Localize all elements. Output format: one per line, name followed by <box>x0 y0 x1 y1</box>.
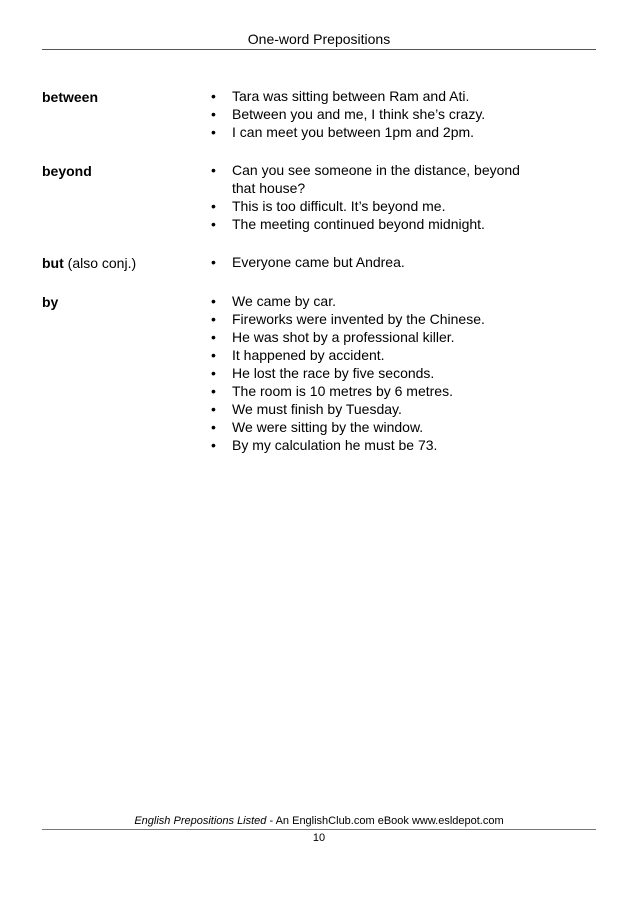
example-item <box>205 364 545 382</box>
bullet-icon: • <box>211 383 216 399</box>
example-text: Everyone came but Andrea. <box>232 254 405 270</box>
example-item <box>205 310 545 328</box>
footer-divider <box>42 829 596 830</box>
page-header-title: One-word Prepositions <box>247 31 391 47</box>
term-note: (also conj.) <box>67 255 137 271</box>
entry-term <box>42 253 205 272</box>
example-item <box>205 292 545 310</box>
bullet-icon: • <box>211 88 216 104</box>
example-text: Can you see someone in the distance, beyond that house? <box>232 162 520 196</box>
entry-between <box>42 87 602 141</box>
bullet-icon: • <box>211 162 216 178</box>
example-item <box>205 328 545 346</box>
example-item <box>205 346 545 364</box>
term-word: between <box>42 89 99 105</box>
bullet-icon: • <box>211 311 216 327</box>
entry-term <box>42 87 205 141</box>
entry-beyond <box>42 161 602 233</box>
bullet-icon: • <box>211 401 216 417</box>
example-text: By my calculation he must be 73. <box>232 437 438 453</box>
bullet-icon: • <box>211 254 216 270</box>
bullet-icon: • <box>211 106 216 122</box>
example-item <box>205 105 545 123</box>
example-text: Tara was sitting between Ram and Ati. <box>232 88 470 104</box>
example-list <box>205 292 545 454</box>
example-text: The room is 10 metres by 6 metres. <box>232 383 453 399</box>
example-text: The meeting continued beyond midnight. <box>232 216 485 232</box>
example-list <box>205 253 545 272</box>
entry-but <box>42 253 602 272</box>
term-word: by <box>42 294 59 310</box>
example-item <box>205 161 545 197</box>
example-item <box>205 436 545 454</box>
bullet-icon: • <box>211 124 216 140</box>
footer-book-title: English Prepositions Listed <box>134 815 267 827</box>
example-item <box>205 253 545 271</box>
example-list <box>205 87 545 141</box>
header-divider <box>42 49 596 50</box>
bullet-icon: • <box>211 329 216 345</box>
bullet-icon: • <box>211 198 216 214</box>
example-text: I can meet you between 1pm and 2pm. <box>232 124 475 140</box>
example-text: He lost the race by five seconds. <box>232 365 435 381</box>
page-number: 10 <box>312 832 326 844</box>
bullet-icon: • <box>211 419 216 435</box>
bullet-icon: • <box>211 437 216 453</box>
example-text: This is too difficult. It’s beyond me. <box>232 198 446 214</box>
example-text: Fireworks were invented by the Chinese. <box>232 311 485 327</box>
entry-term <box>42 292 205 454</box>
bullet-icon: • <box>211 216 216 232</box>
example-text: It happened by accident. <box>232 347 385 363</box>
example-text: We came by car. <box>232 293 337 309</box>
example-item <box>205 418 545 436</box>
entry-term <box>42 161 205 233</box>
example-item <box>205 400 545 418</box>
example-item <box>205 382 545 400</box>
bullet-icon: • <box>211 347 216 363</box>
example-item <box>205 197 545 215</box>
example-item <box>205 87 545 105</box>
preposition-list <box>42 87 602 474</box>
example-item <box>205 215 545 233</box>
example-text: We were sitting by the window. <box>232 419 424 435</box>
example-item <box>205 123 545 141</box>
page-footer <box>42 815 596 828</box>
bullet-icon: • <box>211 365 216 381</box>
example-text: He was shot by a professional killer. <box>232 329 455 345</box>
entry-by <box>42 292 602 454</box>
example-text: We must finish by Tuesday. <box>232 401 402 417</box>
example-list <box>205 161 545 233</box>
example-text: Between you and me, I think she’s crazy. <box>232 106 486 122</box>
bullet-icon: • <box>211 293 216 309</box>
footer-credit: - An EnglishClub.com eBook www.esldepot.com <box>266 815 504 827</box>
term-word: beyond <box>42 163 92 179</box>
term-word: but <box>42 255 64 271</box>
